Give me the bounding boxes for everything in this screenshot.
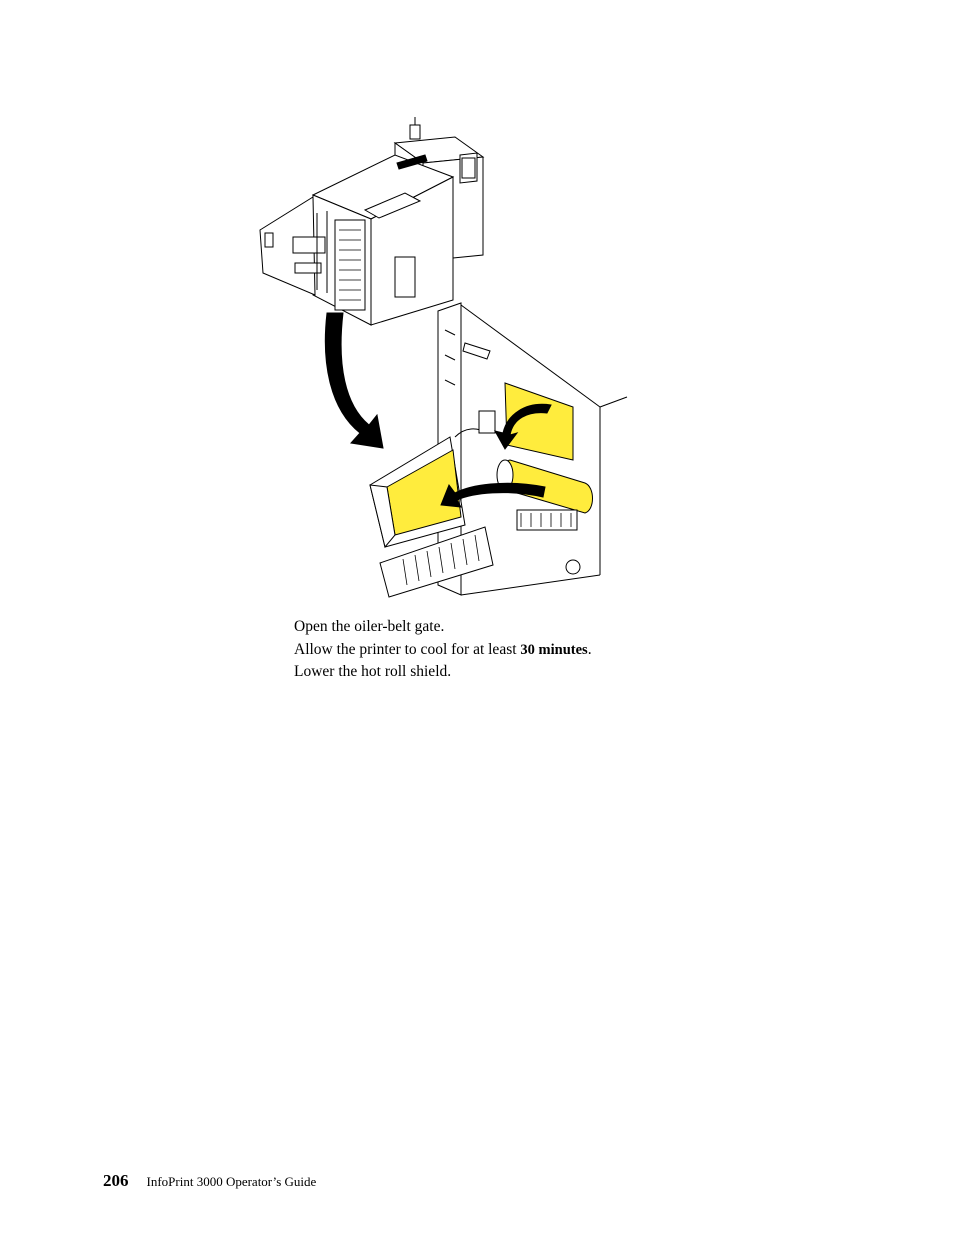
printer-overview	[260, 117, 483, 325]
step-lower-shield: Lower the hot roll shield.	[294, 663, 452, 680]
step-cool-printer	[294, 639, 854, 662]
printer-illustration	[255, 115, 645, 610]
guide-title: InfoPrint 3000 Operator’s Guide	[146, 1174, 317, 1189]
page-number: 206	[103, 1171, 129, 1190]
instruction-steps	[294, 616, 854, 684]
step-open-gate: Open the oiler-belt gate.	[294, 618, 445, 635]
cool-duration: 30 minutes	[520, 641, 588, 658]
oiler-belt-detail	[370, 303, 627, 597]
step-cool-suffix: .	[587, 640, 592, 658]
step-cool-prefix: Allow the printer to cool for at least	[294, 640, 521, 658]
page-footer	[103, 1171, 316, 1191]
curved-arrow-icon	[325, 313, 383, 448]
